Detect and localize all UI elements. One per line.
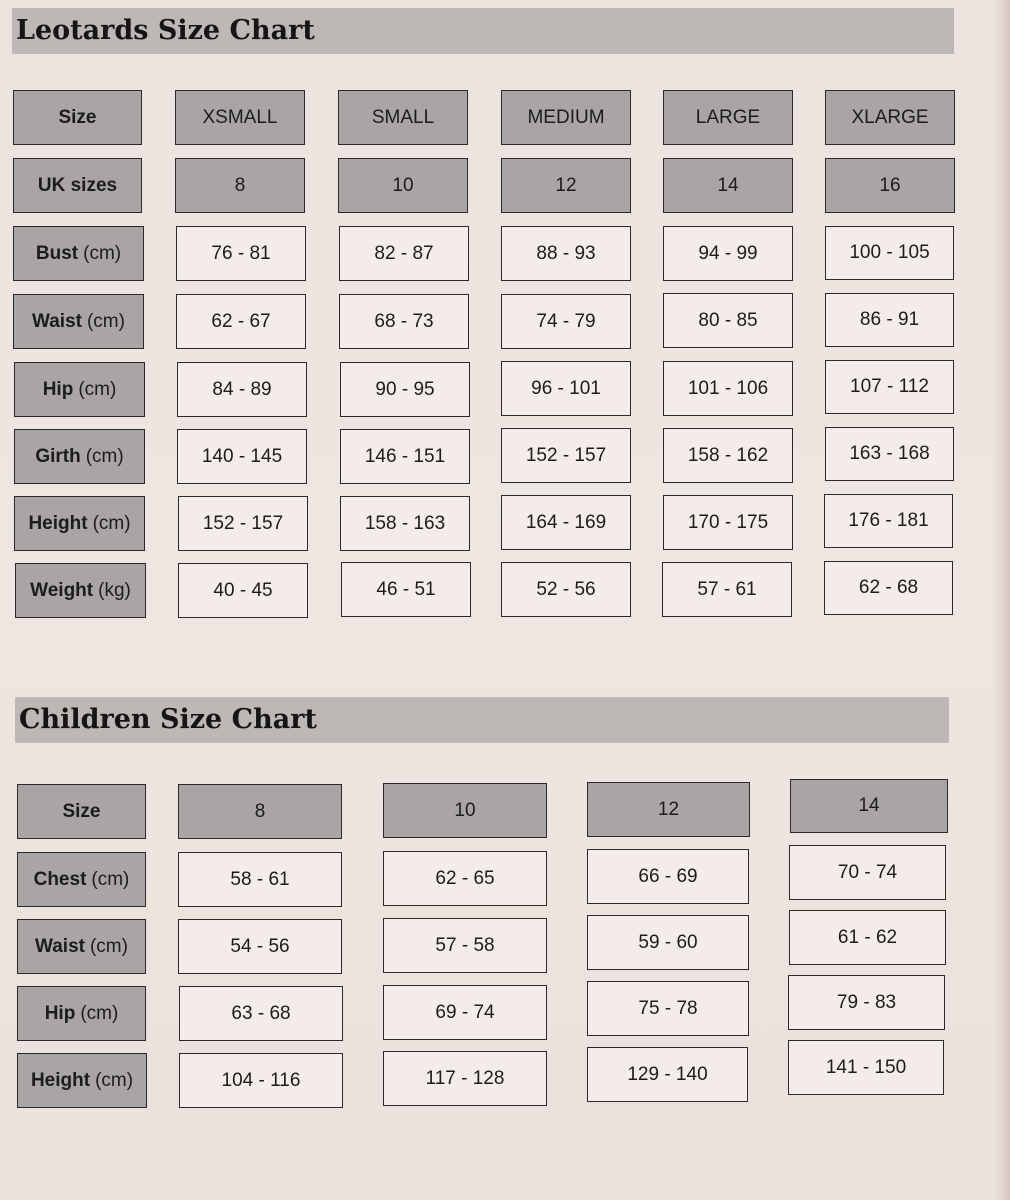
children-hip-row-label: Hip (cm) bbox=[17, 986, 146, 1041]
bust-row-label: Bust (cm) bbox=[13, 226, 144, 281]
girth-value-cell: 158 - 162 bbox=[663, 428, 793, 483]
size-small: SMALL bbox=[338, 90, 468, 145]
weight-value-cell: 57 - 61 bbox=[662, 562, 792, 617]
uk-size-cell: 16 bbox=[825, 158, 955, 213]
children-hip-value-cell: 79 - 83 bbox=[788, 975, 945, 1030]
waist-row-label: Waist (cm) bbox=[13, 294, 144, 349]
children-height-value-cell: 117 - 128 bbox=[383, 1051, 547, 1106]
girth-row-label: Girth (cm) bbox=[14, 429, 145, 484]
page-edge-shadow bbox=[992, 0, 1010, 1200]
height-value-cell: 176 - 181 bbox=[824, 494, 953, 548]
children-waist-value-cell: 59 - 60 bbox=[587, 915, 749, 970]
hip-value-cell: 90 - 95 bbox=[340, 362, 470, 417]
waist-value-cell: 86 - 91 bbox=[825, 293, 954, 347]
hip-value-cell: 96 - 101 bbox=[501, 361, 631, 416]
girth-value-cell: 146 - 151 bbox=[340, 429, 470, 484]
uk-size-cell: 10 bbox=[338, 158, 468, 213]
uk-size-cell: 14 bbox=[663, 158, 793, 213]
weight-row-label: Weight (kg) bbox=[15, 563, 146, 618]
size-row-label: Size bbox=[13, 90, 142, 145]
uk-size-cell: 8 bbox=[175, 158, 305, 213]
chest-row-label: Chest (cm) bbox=[17, 852, 146, 907]
bust-value-cell: 88 - 93 bbox=[501, 226, 631, 281]
weight-value-cell: 40 - 45 bbox=[178, 563, 308, 618]
children-height-value-cell: 104 - 116 bbox=[179, 1053, 343, 1108]
leotards-title: Leotards Size Chart bbox=[16, 15, 315, 46]
height-value-cell: 170 - 175 bbox=[663, 495, 793, 550]
children-title: Children Size Chart bbox=[19, 704, 317, 735]
chest-value-cell: 58 - 61 bbox=[178, 852, 342, 907]
girth-value-cell: 163 - 168 bbox=[825, 427, 954, 481]
waist-value-cell: 68 - 73 bbox=[339, 294, 469, 349]
hip-value-cell: 84 - 89 bbox=[177, 362, 307, 417]
children-height-value-cell: 129 - 140 bbox=[587, 1047, 748, 1102]
waist-value-cell: 80 - 85 bbox=[663, 293, 793, 348]
height-value-cell: 158 - 163 bbox=[340, 496, 470, 551]
bust-value-cell: 76 - 81 bbox=[176, 226, 306, 281]
girth-value-cell: 152 - 157 bbox=[501, 428, 631, 483]
children-hip-value-cell: 63 - 68 bbox=[179, 986, 343, 1041]
children-size-8: 8 bbox=[178, 784, 342, 839]
chest-value-cell: 66 - 69 bbox=[587, 849, 749, 904]
size-xsmall: XSMALL bbox=[175, 90, 305, 145]
waist-value-cell: 62 - 67 bbox=[176, 294, 306, 349]
children-height-row-label: Height (cm) bbox=[17, 1053, 147, 1108]
children-size-row-label: Size bbox=[17, 784, 146, 839]
girth-value-cell: 140 - 145 bbox=[177, 429, 307, 484]
children-waist-value-cell: 57 - 58 bbox=[383, 918, 547, 973]
weight-value-cell: 52 - 56 bbox=[501, 562, 631, 617]
size-medium: MEDIUM bbox=[501, 90, 631, 145]
children-hip-value-cell: 75 - 78 bbox=[587, 981, 749, 1036]
weight-value-cell: 62 - 68 bbox=[824, 561, 953, 615]
children-title-bar bbox=[15, 697, 949, 743]
hip-row-label: Hip (cm) bbox=[14, 362, 145, 417]
hip-value-cell: 101 - 106 bbox=[663, 361, 793, 416]
chest-value-cell: 62 - 65 bbox=[383, 851, 547, 906]
waist-value-cell: 74 - 79 bbox=[501, 294, 631, 349]
children-waist-value-cell: 54 - 56 bbox=[178, 919, 342, 974]
size-xlarge: XLARGE bbox=[825, 90, 955, 145]
chest-value-cell: 70 - 74 bbox=[789, 845, 946, 900]
children-waist-row-label: Waist (cm) bbox=[17, 919, 146, 974]
height-value-cell: 152 - 157 bbox=[178, 496, 308, 551]
bust-value-cell: 100 - 105 bbox=[825, 226, 954, 280]
uk-sizes-row-label: UK sizes bbox=[13, 158, 142, 213]
leotards-title-bar bbox=[12, 8, 954, 54]
children-size-14: 14 bbox=[790, 779, 948, 833]
bust-value-cell: 82 - 87 bbox=[339, 226, 469, 281]
height-row-label: Height (cm) bbox=[14, 496, 145, 551]
height-value-cell: 164 - 169 bbox=[501, 495, 631, 550]
children-size-10: 10 bbox=[383, 783, 547, 838]
children-height-value-cell: 141 - 150 bbox=[788, 1040, 944, 1095]
children-size-12: 12 bbox=[587, 782, 750, 837]
children-hip-value-cell: 69 - 74 bbox=[383, 985, 547, 1040]
children-waist-value-cell: 61 - 62 bbox=[789, 910, 946, 965]
weight-value-cell: 46 - 51 bbox=[341, 562, 471, 617]
size-large: LARGE bbox=[663, 90, 793, 145]
bust-value-cell: 94 - 99 bbox=[663, 226, 793, 281]
uk-size-cell: 12 bbox=[501, 158, 631, 213]
hip-value-cell: 107 - 112 bbox=[825, 360, 954, 414]
